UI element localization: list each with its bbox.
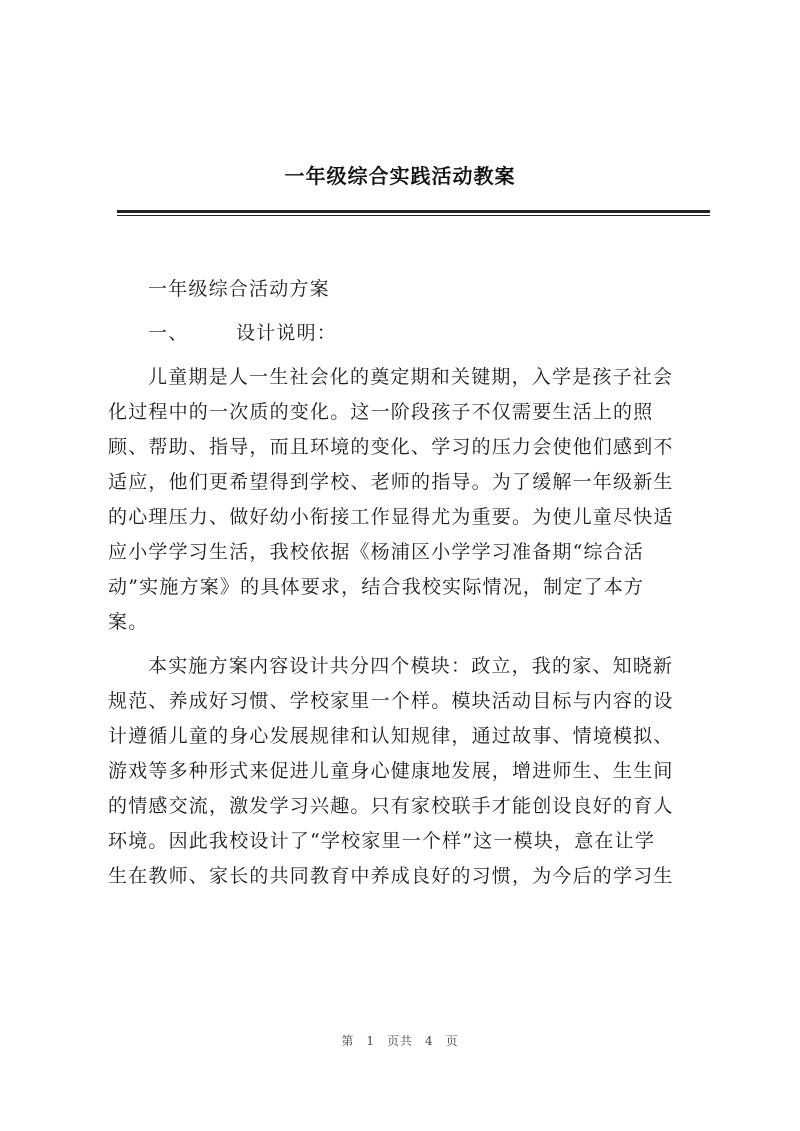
document-subtitle: 一年级综合活动方案 — [148, 278, 330, 300]
footer-page-number: 1 — [366, 1034, 375, 1048]
title-rule-thick — [117, 210, 710, 213]
section-number: 一、 — [148, 322, 189, 344]
paragraph-line: 环境。因此我校设计了“学校家里一个样”这一模块，意在让学 — [108, 830, 656, 852]
paragraph-line: 案。 — [108, 611, 149, 633]
paragraph-2 — [108, 649, 714, 894]
paragraph-line: 适应，他们更希望得到学校、老师的指导。为了缓解一年级新生 — [108, 471, 674, 493]
section-heading — [108, 316, 714, 351]
paragraph-line: 游戏等多种形式来促进儿童身心健康地发展，增进师生、生生间 — [108, 760, 674, 782]
footer-total-pages: 4 — [425, 1034, 434, 1048]
document-title: 一年级综合实践活动教案 — [284, 164, 516, 188]
paragraph-line: 生在教师、家长的共同教育中养成良好的习惯，为今后的学习生 — [108, 865, 674, 887]
document-body — [108, 272, 714, 894]
section-title: 设计说明： — [236, 322, 338, 344]
paragraph-line: 本实施方案内容设计共分四个模块：政立，我的家、知晓新 — [148, 655, 674, 677]
paragraph-line: 化过程中的一次质的变化。这一阶段孩子不仅需要生活上的照 — [108, 401, 654, 423]
paragraph-line: 规范、养成好习惯、学校家里一个样。模块活动目标与内容的设 — [108, 690, 674, 712]
title-rule-thin — [117, 215, 710, 216]
paragraph-line: 儿童期是人一生社会化的奠定期和关键期，入学是孩子社会 — [148, 366, 674, 388]
paragraph-line: 的心理压力、做好幼小衔接工作显得尤为重要。为使儿童尽快适 — [108, 506, 674, 528]
paragraph-line: 应小学学习生活，我校依据《杨浦区小学学习准备期“综合活 — [108, 541, 645, 563]
footer-middle: 页共 — [386, 1034, 413, 1048]
footer-suffix: 页 — [445, 1034, 459, 1048]
paragraph-line: 的情感交流，激发学习兴趣。只有家校联手才能创设良好的育人 — [108, 795, 674, 817]
paragraph-line: 计遵循儿童的身心发展规律和认知规律，通过故事、情境模拟、 — [108, 725, 674, 747]
footer-prefix: 第 — [341, 1034, 355, 1048]
paragraph-line: 动”实施方案》的具体要求，结合我校实际情况，制定了本方 — [108, 576, 645, 598]
paragraph-line: 顾、帮助、指导，而且环境的变化、学习的压力会使他们感到不 — [108, 436, 674, 458]
paragraph-1 — [108, 360, 714, 640]
page-footer — [0, 1032, 800, 1049]
